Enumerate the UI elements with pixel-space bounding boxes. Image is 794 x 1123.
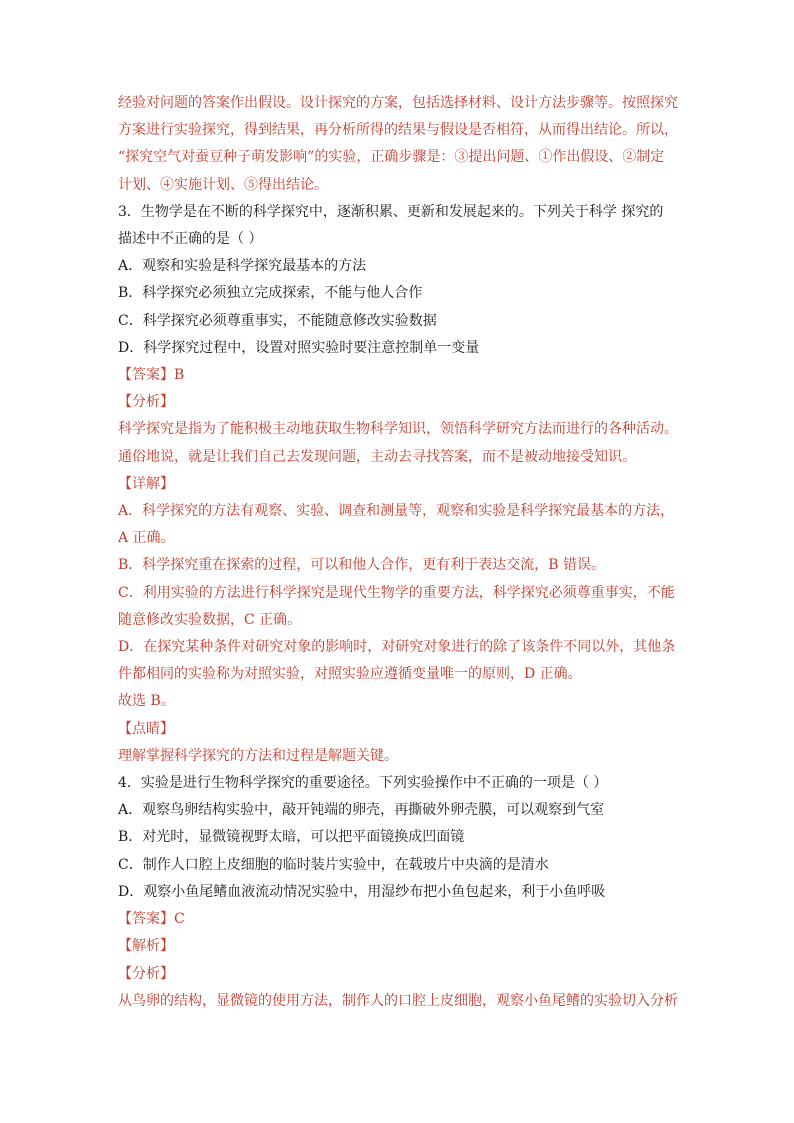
- q3-stem-line: 3．生物学是在不断的科学探究中，逐渐积累、更新和发展起来的。下列关于科学 探究的: [118, 203, 664, 220]
- q3-comment-line: 理解掌握科学探究的方法和过程是解题关键。: [118, 747, 398, 764]
- document-body: [118, 90, 678, 1015]
- q3-analysis-tag: 【分析】: [118, 394, 174, 411]
- q4-option-c: C．制作人口腔上皮细胞的临时装片实验中，在载玻片中央滴的是清水: [118, 856, 549, 873]
- q3-option-b: B．科学探究必须独立完成探索，不能与他人合作: [118, 285, 423, 302]
- q3-option-c: C．科学探究必须尊重事实，不能随意修改实验数据: [118, 312, 437, 329]
- q4-explain-tag: 【解析】: [118, 938, 174, 955]
- q3-detail-line: B．科学探究重在探索的过程，可以和他人合作，更有利于表达交流，B 错误。: [118, 557, 606, 574]
- q3-stem-line: 描述中不正确的是（ ）: [118, 231, 263, 248]
- q3-analysis-line: 通俗地说，就是让我们自己去发现问题，主动去寻找答案，而不是被动地接受知识。: [118, 448, 636, 465]
- q3-detail-line: C．利用实验的方法进行科学探究是现代生物学的重要方法，科学探究必须尊重事实，不能: [118, 584, 675, 601]
- q3-detail-line: D．在探究某种条件对研究对象的影响时，对研究对象进行的除了该条件不同以外，其他条: [118, 639, 676, 656]
- q4-option-d: D．观察小鱼尾鳍血液流动情况实验中，用湿纱布把小鱼包起来，利于小鱼呼吸: [118, 883, 606, 900]
- intro-line: 经验对问题的答案作出假设。设计探究的方案，包括选择材料、设计方法步骤等。按照探究: [118, 95, 678, 111]
- q3-detail-line: 件都相同的实验称为对照实验，对照实验应遵循变量唯一的原则，D 正确。: [118, 666, 582, 683]
- q3-option-a: A．观察和实验是科学探究最基本的方法: [118, 258, 367, 275]
- q3-detail-line: A．科学探究的方法有观察、实验、调查和测量等，观察和实验是科学探究最基本的方法，: [118, 503, 675, 520]
- q3-answer-value: B: [174, 367, 185, 384]
- q3-analysis-line: 科学探究是指为了能积极主动地获取生物科学知识，领悟科学研究方法而进行的各种活动。: [118, 421, 678, 438]
- q4-analysis-tag: 【分析】: [118, 965, 174, 982]
- answer-tag: 【答案】: [118, 911, 174, 928]
- q3-detail-line: 故选 B。: [118, 693, 175, 710]
- q4-stem-line: 4．实验是进行生物科学探究的重要途径。下列实验操作中不正确的一项是（ ）: [118, 775, 608, 792]
- q4-analysis-line: 从鸟卵的结构，显微镜的使用方法，制作人的口腔上皮细胞，观察小鱼尾鳍的实验切入分析: [118, 992, 678, 1009]
- answer-tag: 【答案】: [118, 367, 174, 384]
- intro-line: 计划、④实施计划、⑤得出结论。: [118, 176, 328, 193]
- q4-answer-line: [118, 906, 678, 933]
- q4-answer-value: C: [174, 911, 185, 928]
- q4-option-b: B．对光时，显微镜视野太暗，可以把平面镜换成凹面镜: [118, 829, 465, 846]
- q3-detail-tag: 【详解】: [118, 475, 174, 492]
- q3-comment-tag: 【点睛】: [118, 720, 174, 737]
- q3-answer-line: [118, 362, 678, 389]
- intro-line: “探究空气对蚕豆种子萌发影响”的实验，正确步骤是：③提出问题、①作出假设、②制定: [118, 149, 665, 166]
- intro-line: 方案进行实验探究，得到结果，再分析所得的结果与假设是否相符，从而得出结论。所以，: [118, 122, 678, 139]
- q3-detail-line: A 正确。: [118, 530, 175, 547]
- q3-option-d: D．科学探究过程中，设置对照实验时要注意控制单一变量: [118, 339, 480, 356]
- q4-option-a: A．观察鸟卵结构实验中，敲开钝端的卵壳，再撕破外卵壳膜，可以观察到气室: [118, 802, 605, 819]
- q3-detail-line: 随意修改实验数据，C 正确。: [118, 611, 302, 628]
